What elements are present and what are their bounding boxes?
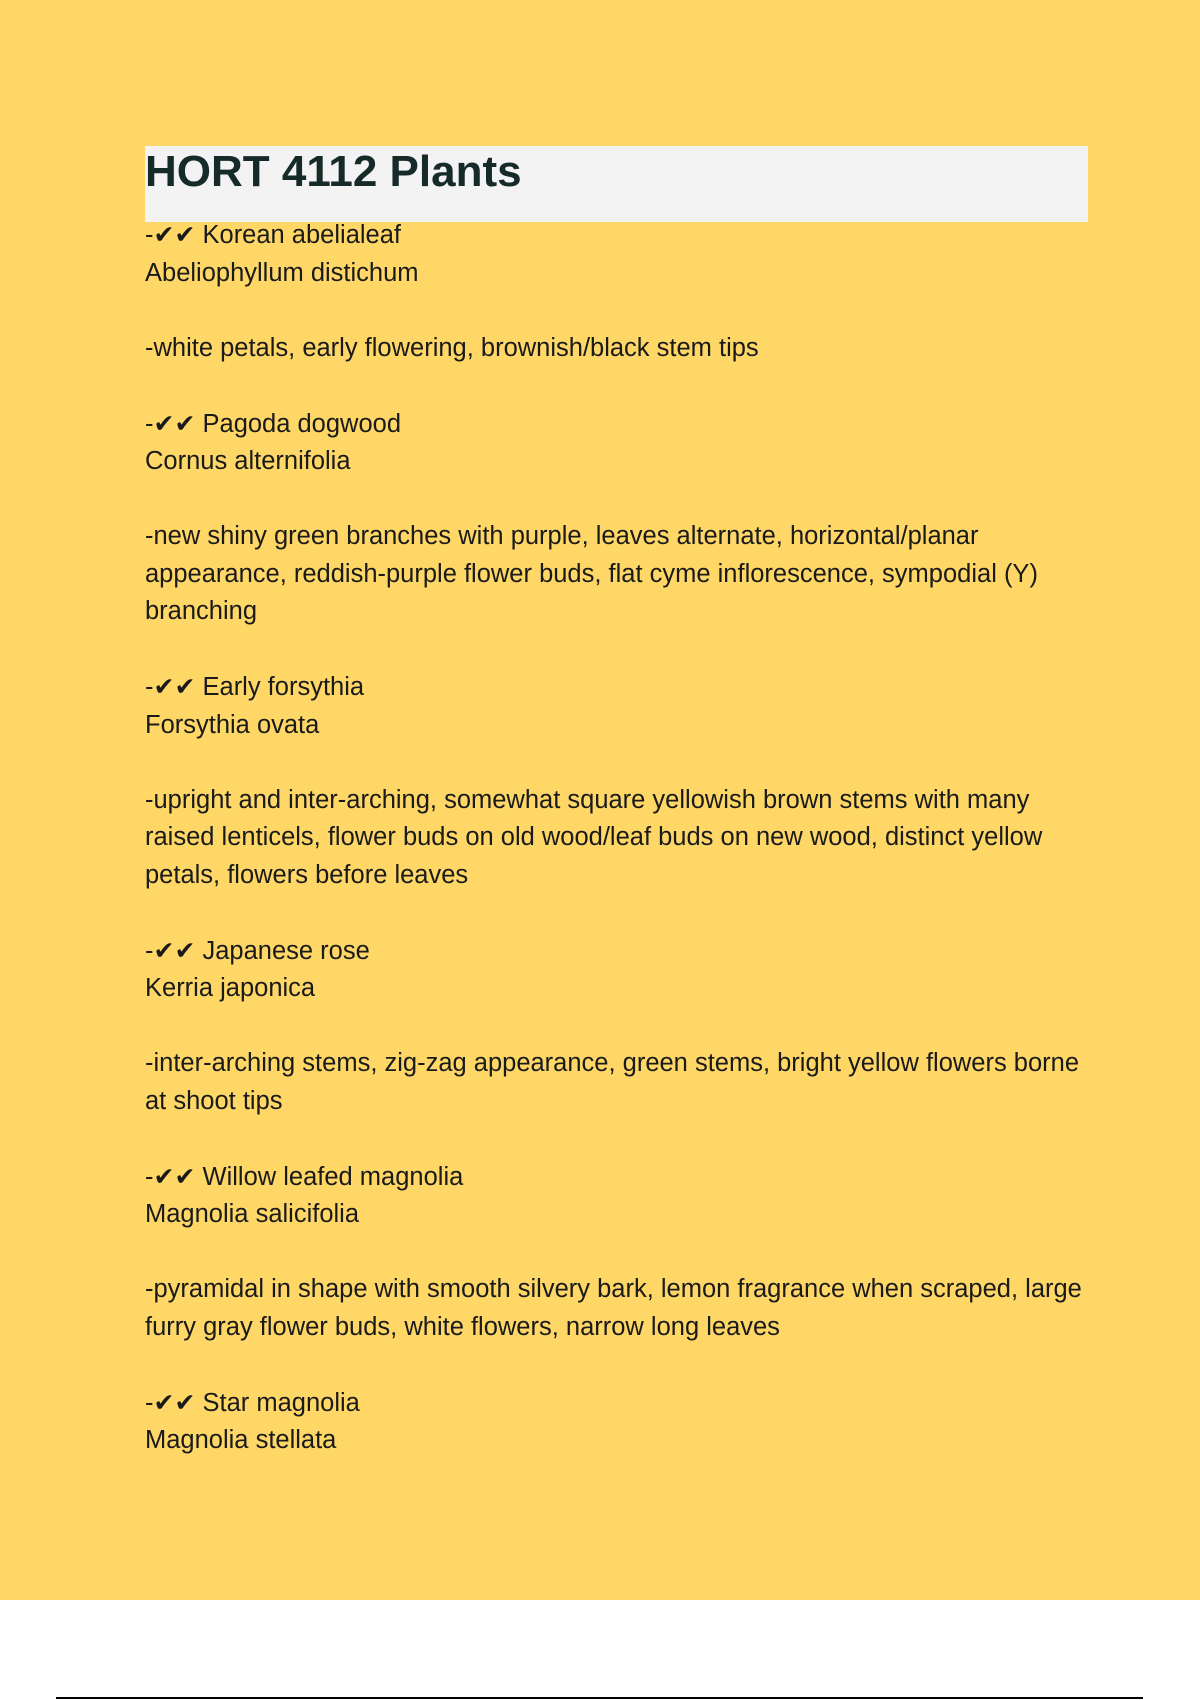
common-name: Willow leafed magnolia xyxy=(202,1162,464,1191)
footer-divider xyxy=(56,1697,1143,1699)
common-name-line: -✔✔ Star magnolia xyxy=(145,1387,360,1417)
plant-notes: -inter-arching stems, zig-zag appearance, green stems, bright yellow flowers borne at shoot tips xyxy=(145,1049,1080,1115)
common-name: Star magnolia xyxy=(202,1388,360,1417)
latin-name: Magnolia salicifolia xyxy=(145,1200,360,1228)
plant-list xyxy=(145,216,1090,1460)
plant-notes: -pyramidal in shape with smooth silvery bark, lemon fragrance when scraped, large furry gray flower buds, white flowers, narrow long leaves xyxy=(145,1275,1082,1341)
common-name: Early forsythia xyxy=(202,673,365,701)
latin-name: Abeliophyllum distichum xyxy=(145,258,419,287)
check-mark-icon: ✔✔ xyxy=(153,672,196,701)
plant-notes: -new shiny green branches with purple, leaves alternate, horizontal/planar appearance, reddish-purple flower buds, flat cyme inflorescence, sympodial (Y) branching xyxy=(145,522,1038,625)
latin-name: Cornus alternifolia xyxy=(145,447,351,475)
latin-name: Kerria japonica xyxy=(145,974,316,1002)
document-title: HORT 4112 Plants xyxy=(145,147,522,196)
plant-entry xyxy=(145,932,1090,1121)
plant-entry xyxy=(145,1158,1090,1347)
plant-entry xyxy=(145,1384,1090,1460)
common-name-line: -✔✔ Pagoda dogwood xyxy=(145,408,402,438)
latin-name: Magnolia stellata xyxy=(145,1426,337,1454)
check-mark-icon: ✔✔ xyxy=(153,408,196,438)
plant-entry xyxy=(145,668,1090,894)
plant-entry xyxy=(145,405,1090,631)
plant-notes: -upright and inter-arching, somewhat square yellowish brown stems with many raised lenticels, flower buds on old wood/leaf buds on new wood, distinct yellow petals, flowers before leaves xyxy=(145,785,1043,889)
check-mark-icon: ✔✔ xyxy=(153,1387,196,1417)
common-name-line: -✔✔ Korean abelialeaf xyxy=(145,220,401,249)
check-mark-icon: ✔✔ xyxy=(153,1161,196,1191)
check-mark-icon: ✔✔ xyxy=(153,935,196,965)
common-name-line: -✔✔ Willow leafed magnolia xyxy=(145,1161,464,1191)
common-name: Korean abelialeaf xyxy=(202,221,401,249)
check-mark-icon: ✔✔ xyxy=(153,220,196,249)
common-name-line: -✔✔ Japanese rose xyxy=(145,935,370,965)
latin-name: Forsythia ovata xyxy=(145,710,320,739)
common-name: Pagoda dogwood xyxy=(202,409,402,438)
plant-notes: -white petals, early flowering, brownish/black stem tips xyxy=(145,333,759,362)
common-name-line: -✔✔ Early forsythia xyxy=(145,672,365,701)
common-name: Japanese rose xyxy=(202,936,370,965)
plant-entry xyxy=(145,216,1090,367)
